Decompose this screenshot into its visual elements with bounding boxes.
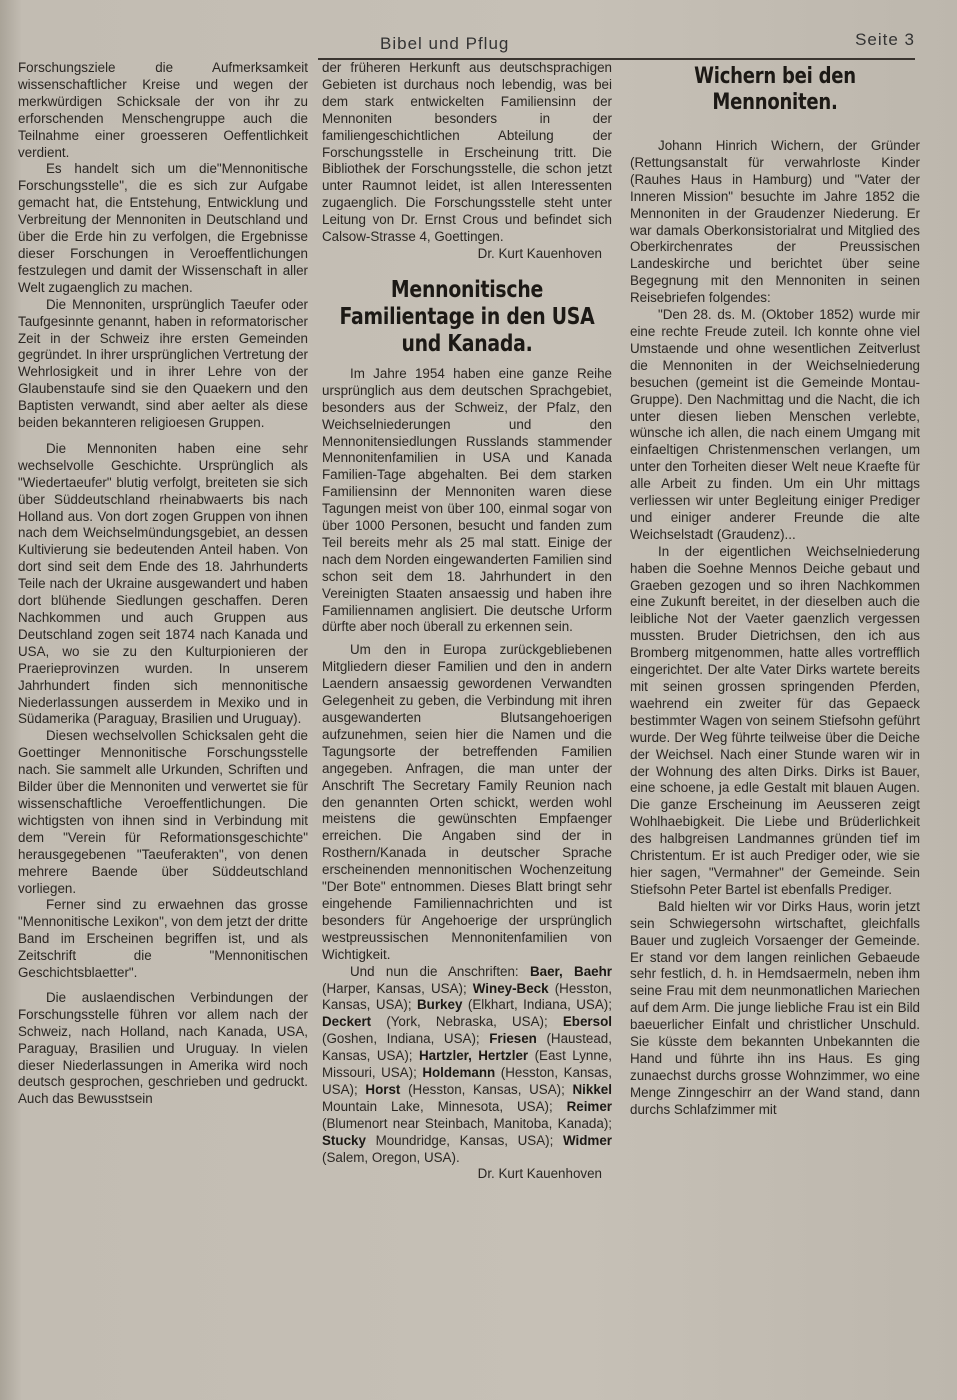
col2-paragraph-2: Im Jahre 1954 haben eine ganze Reihe ursprünglich aus dem deutschen Sprachgebiet, besonders aus der Schweiz, der Pfalz, den Weichselniederungen und den Mennonitensiedlungen Russlands stammender Mennonitenfamilien in USA und Kanada Familien-Tage abgehalten. Bei dem starken Familiensinn der Mennoniten waren diese Tagungen meist von über 100, einmal sogar von über 1000 Personen, besucht und fanden zum Teil bereits mehr als 25 mal statt. Einige der nach dem Norden eingewanderten Familien sind schon seit dem 18. Jahrhundert in den Vereinigten Staaten ansaessig und haben ihre Familiennamen anglisiert. Die deutsche Urform dürfte aber noch überall zu erkennen sein. — [322, 365, 612, 635]
col1-paragraph-1: Forschungsziele die Aufmerksamkeit wissenschaftlicher Kreise und wegen der merkwürdigen Schicksale der von ihr zu erforschenden Menschengruppe auch die Teilnahme einer groesseren Oeffentlichkeit verdient. — [18, 60, 308, 160]
col1-paragraph-6: Ferner sind zu erwaehnen das grosse "Mennonitische Lexikon", von dem jetzt der dritte Band im Erscheinen begriffen ist, und als Zeitschrift die "Mennonitischen Geschichtsblaetter". — [18, 897, 308, 981]
col3-paragraph-2: "Den 28. ds. M. (Oktober 1852) wurde mir eine rechte Freude zuteil. Ich konnte ohne viel Umstaende und ohne wesentlichen Zeitverlust die Mennoniten in der Weichselniederung besuchen (gemeint ist die Gemeinde Montau-Gruppe). Den Nachmittag und die Nacht, die ich unter diesen lieben Menschen verlebte, wünsche ich allen, die nach einem Umgang mit einfaeltigen Christenmenschen verlangen, um unter den Torheiten dieser Welt neue Kraefte für alle Arbeit zu finden. Um ein Uhr mittags verliessen wir unter Begleitung einiger Prediger und einiger anderer Freunde die alte Weichselstadt (Graudenz)... — [630, 307, 920, 542]
family-name: Deckert — [322, 1014, 372, 1030]
page-number: Seite 3 — [855, 30, 915, 49]
family-name: Horst — [365, 1081, 401, 1097]
col3-paragraph-4: Bald hielten wir vor Dirks Haus, worin jetzt sein Schwiegersohn wirtschaftet, gleichfalls Bauer und zugleich Vorsaenger der Gemeinde. Er stand vor dem langen reinlichen Gebaeude sehr festlich, d. h. in Hemdsaermeln, neben ihm seine Frau mit dem neunmonatlichen Mariechen auf dem Arm. Die junge liebliche Frau ist ein Bild baeuerlicher Einfalt und christlicher Unschuld. Sie küsste dem bekannten Unbekannten die Hand und führte ihn ins Haus. Es ging zunaechst durchs grosse Wohnzimmer, wo eine Menge Zinngeschirr an der Wand stand, dann durchs Schlafzimmer mit — [630, 898, 920, 1117]
col2-paragraph-1: der früheren Herkunft aus deutschsprachigen Gebieten ist durchaus noch lebendig, was bei dem stark entwickelten Familiensinn der Mennoniten besonders in der familiengeschichtlichen Abteilung der Forschungsstelle in Erscheinung tritt. Die Bibliothek der Forschungsstelle, die schon jetzt unter Raumnot leidet, ist allen Interessenten zugaenglich. Die Forschungsstelle steht unter Leitung von Dr. Ernst Crous und befindet sich Calsow-Strasse 4, Goettingen. — [322, 60, 612, 245]
col1-paragraph-5: Diesen wechselvollen Schicksalen geht die Goettinger Mennonitische Forschungsstelle nach. Sie sammelt alle Urkunden, Schriften und Bilder über die Mennoniten und verwertet sie für wissenschaftliche Veroeffentlichungen. Die wichtigsten von ihnen sind in Verbindung mit dem "Verein für Reformationsgeschichte" herausgegebenen "Taeuferakten", von denen mehrere Baende über Süddeutschland vorliegen. — [18, 728, 308, 896]
family-place: (Hesston, Kansas, USA); — [322, 1065, 612, 1097]
page-header — [300, 30, 915, 56]
family-place: (Salem, Oregon, USA). — [322, 1149, 460, 1165]
publication-title: Bibel und Pflug — [380, 34, 510, 53]
col1-paragraph-3: Die Mennoniten, ursprünglich Taeufer oder Taufgesinnte genannt, haben in reformatorischer Zeit in der Schweiz ihre ersten Gemeinden gegründet. In ihrer ursprünglichen Vertretung der Wehrlosigkeit und in ihrer Lehre von der Glaubenstaufe sind sie den Quaekern und den Baptisten verwandt, sind aber aelter als diese beiden bekannteren religioesen Gruppen. — [18, 296, 308, 431]
col1-paragraph-4: Die Mennoniten haben eine sehr wechselvolle Geschichte. Ursprünglich als "Wiedertaeufer" blutig verfolgt, breiteten sie sich über Süddeutschland rheinabwaerts bis nach Holland aus. Von dort zogen Gruppen von ihnen nach dem Weichselmündungsgebiet, an dessen Kultivierung sie bedeutenden Anteil haben. Von dort sind seit dem Ende des 18. Jahrhunderts Teile nach der Ukraine ausgewandert und haben dort blühende Siedlungen geschaffen. Deren Nachkommen und auch Gruppen aus Deutschland zogen seit 1874 nach Kanada und USA, wo sie zu den Kulturpionieren der Praerieprovinzen wurden. In unserem Jahrhundert finden sich mennonitische Niederlassungen ausserdem in Mexiko und in Südamerika (Paraguay, Brasilien und Uruguay). — [18, 440, 308, 727]
family-place: (East Lynne, Missouri, USA); — [322, 1048, 612, 1081]
article-heading-familientage: Mennonitische Familientage in den USA und Kanada. — [339, 276, 595, 357]
family-place: (Harper, Kansas, USA); — [322, 980, 467, 996]
family-name: Baer, Baehr — [529, 963, 613, 979]
author-signature-2: Dr. Kurt Kauenhoven — [477, 1166, 602, 1182]
col3-paragraph-3: In der eigentlichen Weichselniederung haben die Soehne Mennos Deiche gebaut und Graeben gezogen und so ihren Nachkommen eine Zukunft bereitet, in der dieselben auch die leibliche Not der Vaeter gaenzlich vergessen mussten. Bruder Dietrichsen, den ich aus Bromberg mitgenommen, hatte alles vortrefflich eingerichtet. Der alte Vater Dirks wartete bereits mit seinen grossen springenden Pferden, waehrend ein zweiter für das Gepaeck bestimmter Wagen von seinem Stiefsohn geführt wurde. Der Weg führte teilweise über die Deiche der Weichsel. Nach einer Stunde waren wir in der Wohnung des alten Dirks. Dirks ist Bauer, eine schoene, ja edle Gestalt mit blauen Augen. Die ganze Erscheinung im Aeusseren zeigt Wohlhaebigkeit. Die Liebe und Brüderlichkeit des halbgreisen Landmannes gründen tief im Christentum. Er ist auch Prediger oder, wie sie hier sagen, "Vermahner" der Gemeinde. Sein Stiefsohn Peter Bartel ist ebenfalls Prediger. — [630, 543, 920, 897]
family-place: Mountain Lake, Minnesota, USA); — [322, 1098, 553, 1114]
family-name: Reimer — [566, 1098, 612, 1114]
col1-paragraph-7: Die auslaendischen Verbindungen der Forschungsstelle führen vor allem nach der Schweiz, nach Holland, nach Kanada, USA, Paraguay, Brasilien und Uruguay. In vielen dieser Niederlassungen in Amerika wird noch deutsch gesprochen, geschrieben und gedruckt. Auch das Bewusstsein — [18, 989, 308, 1107]
address-list — [322, 964, 612, 1167]
family-place: (Elkhart, Indiana, USA); — [467, 997, 612, 1013]
family-name: Stucky — [322, 1132, 366, 1148]
family-name: Burkey — [417, 997, 463, 1013]
family-place: (Blumenort near Steinbach, Manitoba, Kanada); — [322, 1115, 612, 1131]
family-place: (Haustead, Kansas, USA); — [322, 1031, 612, 1064]
family-place: (Hesston, Kansas, USA); — [408, 1081, 565, 1097]
family-place: (Goshen, Indiana, USA); — [322, 1031, 480, 1047]
col2-paragraph-3: Um den in Europa zurückgebliebenen Mitgliedern dieser Familien und den in andern Laendern ansaessig gewordenen Verwandten Gelegenheit zu geben, die Verbindung mit ihren ausgewanderten Blutsangehoerigen aufzunehmen, seien hier die Namen und die Tagungsorte der betreffenden Familien angegeben. Anfragen, die man unter der Anschrift The Secretary Family Reunion nach den genannten Orten schickt, werden wohl meistens die gewünschten Empfaenger erreichen. Die Angaben sind der in Rosthern/Kanada in deutscher Sprache erscheinenden mennonitischen Wochenzeitung "Der Bote" entnommen. Dieses Blatt bringt sehr eingehende Familiennachrichten und ist besonders für Angehoerige der ursprünglich westpreussischen Mennonitenfamilien von Wichtigkeit. — [322, 642, 612, 962]
address-intro: Und nun die Anschriften: — [350, 963, 519, 979]
author-signature-1: Dr. Kurt Kauenhoven — [477, 245, 602, 261]
column-3 — [630, 60, 920, 1119]
column-2 — [322, 60, 612, 1183]
family-name: Ebersol — [562, 1014, 612, 1030]
col1-paragraph-2: Es handelt sich um die"Mennonitische Forschungsstelle", die es sich zur Aufgabe gemacht hat, die Entstehung, Entwicklung und Verbreitung der Mennoniten in Deutschland und über die Erde hin zu verfolgen, die Ergebnisse dieser Forschungen in Veroeffentlichungen festzulegen und damit der Wissenschaft in aller Welt zugaenglich zu machen. — [18, 161, 308, 295]
family-name: Friesen — [489, 1031, 537, 1047]
family-place: Moundridge, Kansas, USA); — [375, 1132, 554, 1148]
column-1 — [18, 60, 308, 1108]
family-name: Hartzler, Hertzler — [418, 1048, 529, 1064]
family-place: (York, Nebraska, USA); — [386, 1014, 548, 1030]
family-name: Holdemann — [422, 1065, 496, 1081]
col3-paragraph-1: Johann Hinrich Wichern, der Gründer (Rettungsanstalt für verwahrloste Kinder (Rauhes Haus in Hamburg) und "Vater der Inneren Mission" besuchte im Jahre 1852 die Mennoniten in der Graudenzer Niederung. Er war damals Oberkonsistorialrat und Mitglied des Oberkirchenrates der Preussischen Landeskirche und berichtet über seine Begegnung mit den Mennoniten in seinen Reisebriefen folgendes: — [630, 138, 920, 306]
family-name: Winey-Beck — [472, 980, 549, 996]
family-name: Nikkel — [572, 1081, 612, 1097]
family-name: Widmer — [563, 1132, 612, 1148]
article-heading-wichern: Wichern bei den Mennoniten. — [694, 64, 856, 115]
family-place: (Hesston, Kansas, USA); — [322, 980, 612, 1013]
